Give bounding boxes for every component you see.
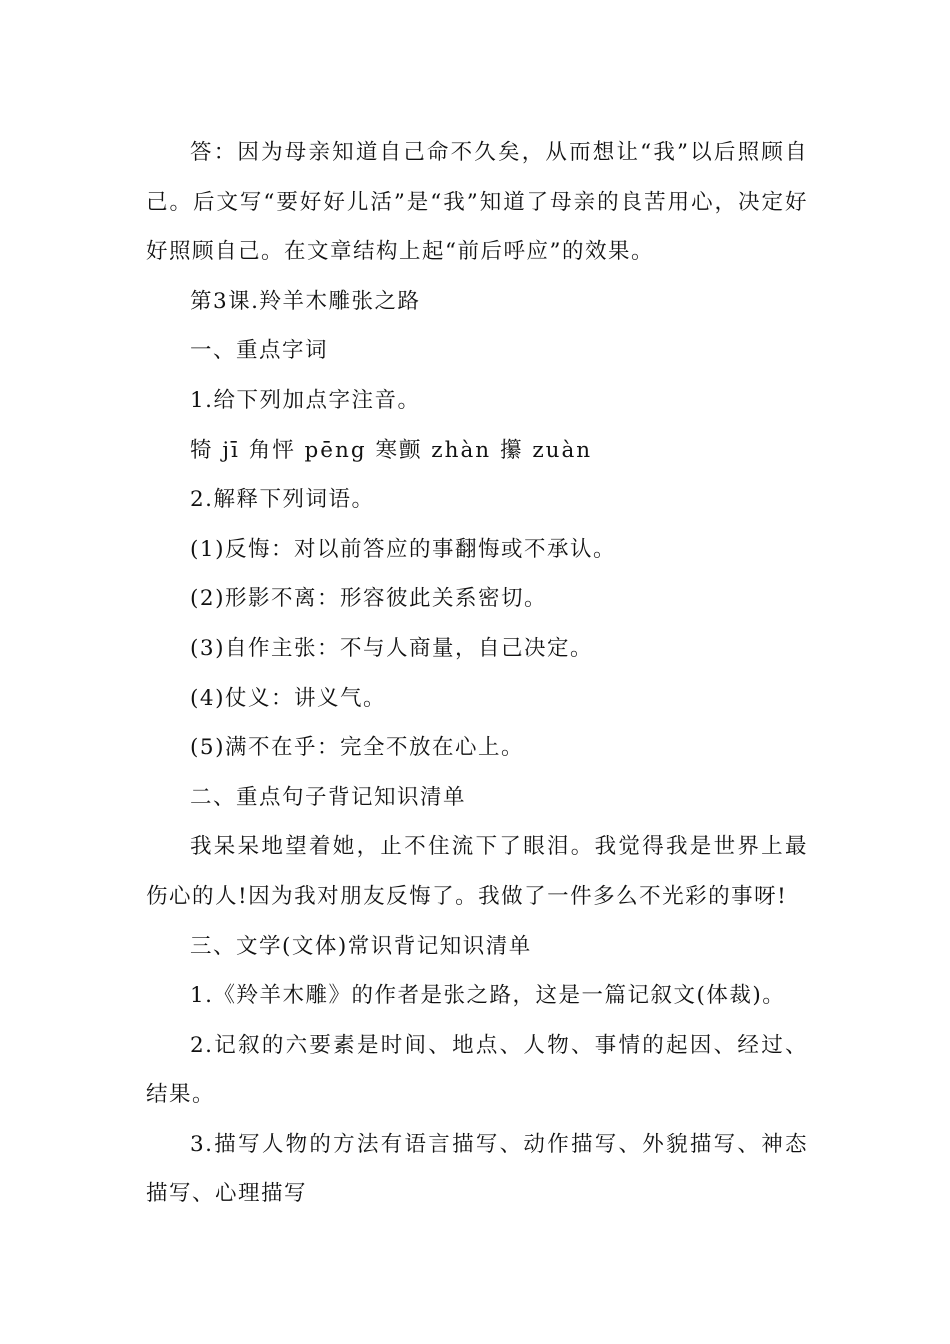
word-definition: (3)自作主张：不与人商量，自己决定。: [190, 635, 593, 661]
section-heading-literary-knowledge: 三、文学(文体)常识背记知识清单: [190, 933, 532, 959]
word-definition: (5)满不在乎：完全不放在心上。: [190, 735, 524, 761]
word-definition: (1)反悔：对以前答应的事翻悔或不承认。: [190, 536, 616, 562]
section-heading-key-sentences: 二、重点句子背记知识清单: [190, 784, 467, 810]
pinyin-line: 犄 jī 角怦 pēng 寒颤 zhàn 攥 zuàn: [190, 437, 593, 463]
answer-paragraph: 答：因为母亲知道自己命不久矣，从而想让“我”以后照顾自己。后文写“要好好儿活”是“我”知道了母亲的良苦用心，决定好好照顾自己。在文章结构上起“前后呼应”的效果。: [146, 140, 808, 265]
exercise-pinyin-instruction: 1.给下列加点字注音。: [190, 387, 421, 413]
knowledge-item: 2.记叙的六要素是时间、地点、人物、事情的起因、经过、结果。: [146, 1032, 808, 1108]
section-heading-key-words: 一、重点字词: [190, 338, 329, 364]
knowledge-item: 1.《羚羊木雕》的作者是张之路，这是一篇记叙文(体裁)。: [190, 983, 786, 1009]
document-page: [146, 128, 808, 1219]
lesson-title: 第3课.羚羊木雕张之路: [190, 288, 421, 314]
word-definition: (4)仗义：讲义气。: [190, 685, 386, 711]
word-definition: (2)形影不离：形容彼此关系密切。: [190, 586, 547, 612]
key-sentence-paragraph: 我呆呆地望着她，止不住流下了眼泪。我觉得我是世界上最伤心的人!因为我对朋友反悔了。我做了一件多么不光彩的事呀!: [146, 834, 808, 909]
knowledge-item: 3.描写人物的方法有语言描写、动作描写、外貌描写、神态描写、心理描写: [146, 1131, 808, 1207]
exercise-explain-instruction: 2.解释下列词语。: [190, 487, 375, 513]
